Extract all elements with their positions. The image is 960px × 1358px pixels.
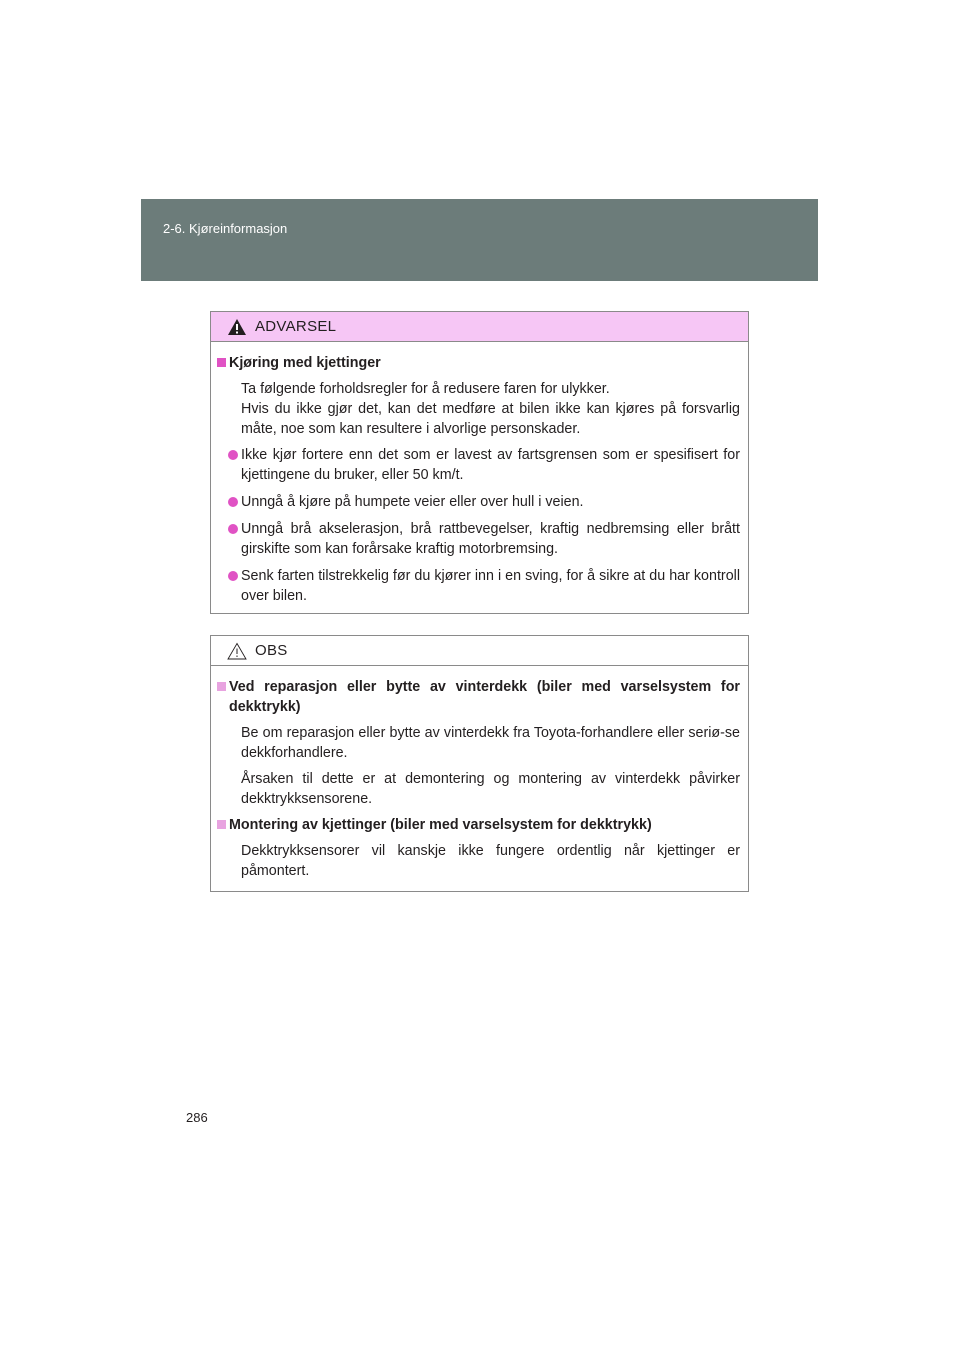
- warning-content: [211, 353, 748, 606]
- warning-box-header: [211, 312, 748, 342]
- notice-paragraph: Dekktrykksensorer vil kanskje ikke fungere ordentlig når kjettinger er påmontert.: [241, 843, 740, 879]
- notice-content: [211, 677, 748, 881]
- warning-intro-1: Ta følgende forholdsregler for å redusere faren for ulykker.: [241, 381, 610, 397]
- warning-box: [210, 311, 749, 614]
- notice-paragraph: Be om reparasjon eller bytte av vinterdekk fra Toyota-forhandlere eller seriø-se dekkforhandlere.: [241, 725, 740, 761]
- warning-intro-2: Hvis du ikke gjør det, kan det medføre at bilen ikke kan kjøres på forsvarlig måte, noe som kan resultere i alvorlige personskader.: [241, 401, 740, 437]
- warning-triangle-icon: [227, 318, 247, 336]
- square-bullet-icon: [217, 682, 226, 691]
- warning-bullet-text: Unngå å kjøre på humpete veier eller over hull i veien.: [241, 494, 584, 510]
- notice-heading-text: Ved reparasjon eller bytte av vinterdekk (biler med varselsystem for dekktrykk): [229, 679, 740, 715]
- warning-title: ADVARSEL: [255, 318, 337, 335]
- warning-bullet: [217, 519, 740, 559]
- notice-title: OBS: [255, 642, 288, 659]
- warning-bullet: [217, 445, 740, 485]
- notice-heading-2: [217, 815, 740, 835]
- warning-bullet: [217, 492, 740, 512]
- notice-heading-1: [217, 677, 740, 717]
- warning-heading: [217, 353, 740, 373]
- notice-box: [210, 635, 749, 892]
- page-number: 286: [186, 1110, 208, 1125]
- round-bullet-icon: [228, 450, 238, 460]
- notice-box-header: [211, 636, 748, 666]
- warning-heading-text: Kjøring med kjettinger: [229, 355, 381, 371]
- square-bullet-icon: [217, 820, 226, 829]
- section-title: 2-6. Kjøreinformasjon: [163, 221, 288, 236]
- round-bullet-icon: [228, 571, 238, 581]
- caution-triangle-outline-icon: [227, 642, 247, 660]
- square-bullet-icon: [217, 358, 226, 367]
- round-bullet-icon: [228, 497, 238, 507]
- warning-bullet-text: Senk farten tilstrekkelig før du kjører inn i en sving, for å sikre at du har kontroll over bilen.: [241, 568, 740, 604]
- notice-paragraph: Årsaken til dette er at demontering og montering av vinterdekk påvirker dekktrykksensorene.: [241, 771, 740, 807]
- warning-bullet: [217, 566, 740, 606]
- section-header-band: [141, 199, 818, 281]
- round-bullet-icon: [228, 524, 238, 534]
- warning-bullet-text: Unngå brå akselerasjon, brå rattbevegelser, kraftig nedbremsing eller brått girskifte som kan forårsake kraftig motorbremsing.: [241, 521, 740, 557]
- notice-heading-text: Montering av kjettinger (biler med varselsystem for dekktrykk): [229, 817, 652, 833]
- warning-bullet-text: Ikke kjør fortere enn det som er lavest av fartsgrensen som er spesifisert for kjettingene du bruker, eller 50 km/t.: [241, 447, 740, 483]
